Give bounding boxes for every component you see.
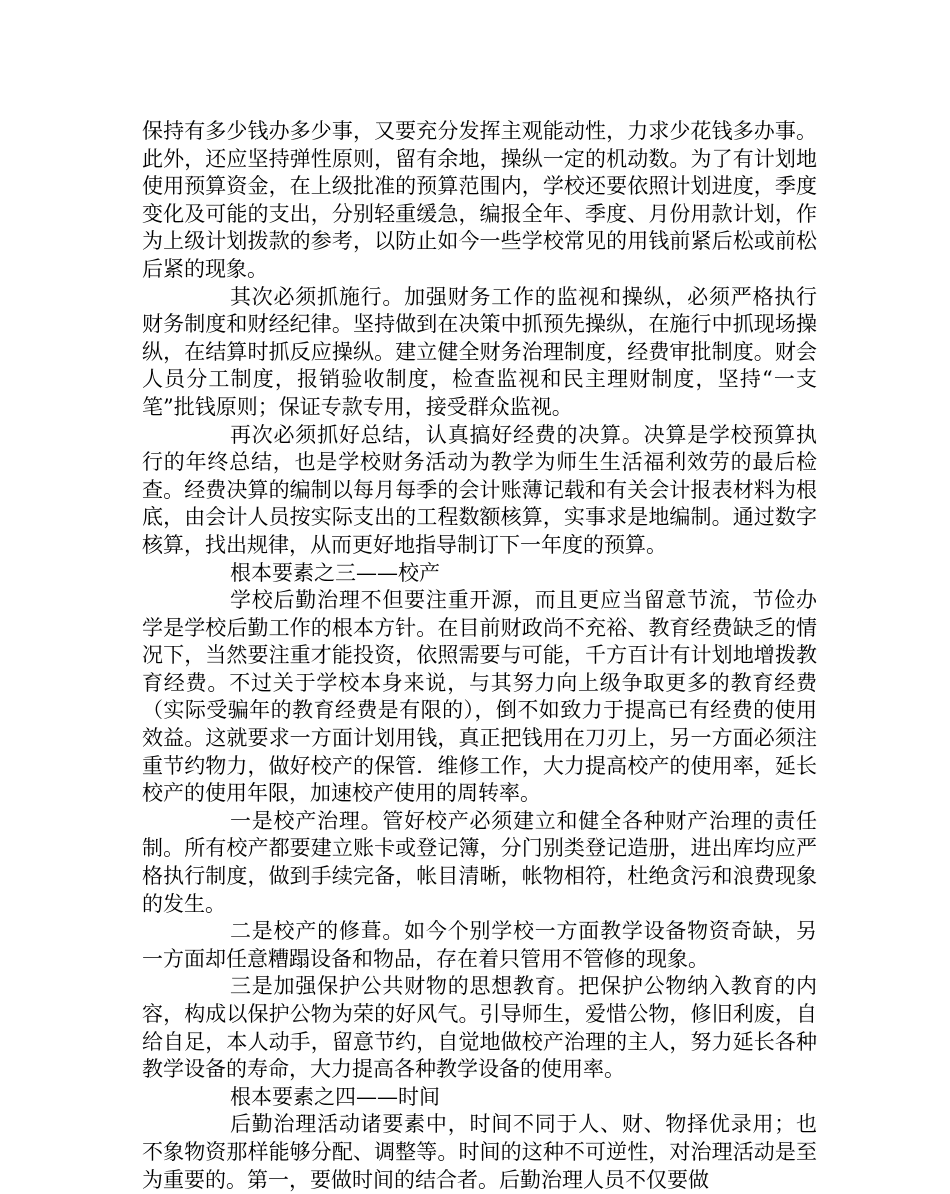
paragraph-protect-public-property: 三是加强保护公共财物的思想教育。把保护公物纳入教育的内容，构成以保护公物为荣的好风气。引导师生，爱惜公物，修旧利废，自给自足，本人动手，留意节约，自觉地做校产治理的主人，努力延长各种教学设备的寿命，大力提高各种教学设备的使用率。 [142,974,817,1082]
paragraph-time-management: 后勤治理活动诸要素中，时间不同于人、财、物择优录用；也不象物资那样能够分配、调整等。时间的这种不可逆性，对治理活动是至为重要的。第一，要做时间的结合者。后勤治理人员不仅要做 [142,1112,817,1192]
paragraph-final-accounts: 再次必须抓好总结，认真搞好经费的决算。决算是学校预算执行的年终总结，也是学校财务活动为教学为师生生活福利效劳的最后检查。经费决算的编制以每月每季的会计账薄记载和有关会计报表材料为根底，由会计人员按实际支出的工程数额核算，实事求是地编制。通过数字核算，找出规律，从而更好地指导制订下一年度的预算。 [142,422,817,557]
paragraph-budget-plan: 保持有多少钱办多少事，又要充分发挥主观能动性，力求少花钱多办事。此外，还应坚持弹性原则，留有余地，操纵一定的机动数。为了有计划地使用预算资金，在上级批准的预算范围内，学校还要依照计划进度，季度变化及可能的支出，分别轻重缓急，编报全年、季度、月份用款计划，作为上级计划拨款的参考，以防止如今一些学校常见的用钱前紧后松或前松后紧的现象。 [142,119,817,281]
paragraph-property-repair: 二是校产的修葺。如今个别学校一方面教学设备物资奇缺，另一方面却任意糟蹋设备和物品，存在着只管用不管修的现象。 [142,919,817,971]
paragraph-implementation: 其次必须抓施行。加强财务工作的监视和操纵，必须严格执行财务制度和财经纪律。坚持做到在决策中抓预先操纵，在施行中抓现场操纵，在结算时抓反应操纵。建立健全财务治理制度，经费审批制度。财会人员分工制度，报销验收制度，检查监视和民主理财制度，坚持“一支笔”批钱原则；保证专款专用，接受群众监视。 [142,284,817,419]
section-heading-school-property: 根本要素之三——校产 [230,560,440,585]
document-body [142,118,817,1194]
section-heading-time: 根本要素之四——时间 [230,1084,440,1109]
paragraph-thrift: 学校后勤治理不但要注重开源，而且更应当留意节流，节俭办学是学校后勤工作的根本方针。在目前财政尚不充裕、教育经费缺乏的情况下，当然要注重才能投资，依照需要与可能，千方百计有计划地增拨教育经费。不过关于学校本身来说，与其努力向上级争取更多的教育经费（实际受骗年的教育经费是有限的），倒不如致力于提高已有经费的使用效益。这就要求一方面计划用钱，真正把钱用在刀刃上，另一方面必须注重节约物力，做好校产的保管．维修工作，大力提高校产的使用率，延长校产的使用年限，加速校产使用的周转率。 [142,588,817,806]
paragraph-property-management: 一是校产治理。管好校产必须建立和健全各种财产治理的责任制。所有校产都要建立账卡或登记簿，分门别类登记造册，进出库均应严格执行制度，做到手续完备，帐目清晰，帐物相符，杜绝贪污和浪费现象的发生。 [142,808,817,916]
